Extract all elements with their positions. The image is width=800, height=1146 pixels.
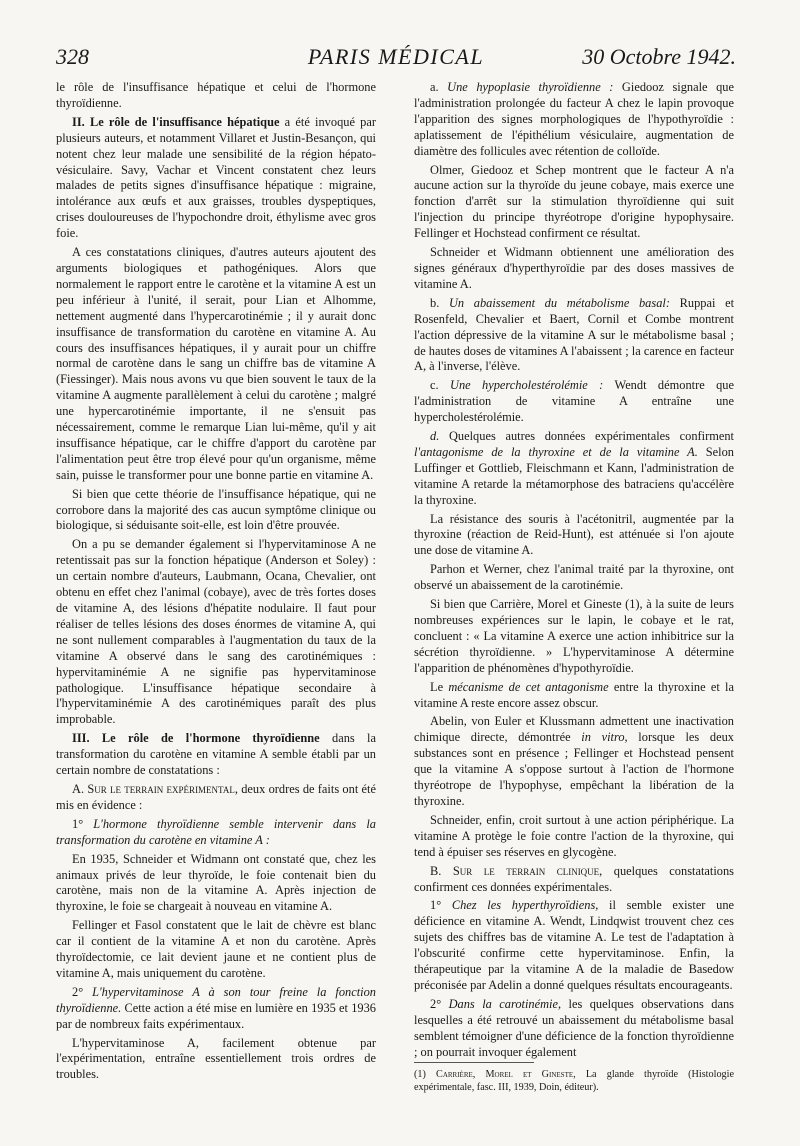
paragraph: 1° L'hormone thyroïdienne semble intervenir dans la transformation du carotène en vitamine A : [56,816,376,847]
paragraph: b. Un abaissement du métabolisme basal: Ruppai et Rosenfeld, Chevalier et Baert, Cornil et Combe montrent l'action dépressive de la vitamine A sur le métabolisme basal ; de hautes doses de vitamines A l'abaissent ; la carence en facteur A, à l'inverse, l'élève. [414,295,735,374]
issue-date: 30 Octobre 1942. [582,44,736,69]
paragraph: Schneider et Widmann obtiennent une amélioration des signes généraux d'hyperthyroïdie par des doses massives de vitamine A. [414,245,734,291]
paragraph: Si bien que cette théorie de l'insuffisance hépatique, qui ne corrobore dans la majorité des cas aucun symptôme clinique ou biologique, si séduisante soit-elle, est loin d'être prouvée. [56,486,376,533]
paragraph: La résistance des souris à l'acétonitril, augmentée par la thyroxine (réaction de Reid-Hunt), est atténuée si l'on ajoute une dose de vitamine A. [414,511,734,558]
paragraph: c. Une hypercholestérolémie : Wendt démontre que l'administration de vitamine A entraîne une hypercholestérolémie. [414,378,734,425]
paragraph: Fellinger et Fasol constatent que le lait de chèvre est blanc car il contient de la vitamine A et non du carotène. Après thyroïdectomie, ce lait devient jaune et ne contient plus de vitamine A, mais uniquement du carotène. [56,918,376,980]
section-heading: II. Le rôle de l'insuffisance hépatique [72,114,280,129]
right-column [414,80,734,1063]
paragraph: le rôle de l'insuffisance hépatique et celui de l'hormone thyroïdienne. [56,80,376,110]
subsection-label: A. Sur le terrain expérimental, [72,781,238,796]
paragraph: III. Le rôle de l'hormone thyroïdienne dans la transformation du carotène en vitamine A semble établi par un certain nombre de constatations : [56,731,376,778]
page-header [56,44,736,74]
paragraph: Si bien que Carrière, Morel et Gineste (1), à la suite de leurs nombreuses expériences sur le lapin, le cobaye et le rat, concluent : « La vitamine A exerce une action inhibitrice sur la sécrétion thyroïdienne. » L'hypervitaminose A détermine l'apparition de phénomènes d'hypothyroïdie. [414,597,734,675]
paragraph: 1° Chez les hyperthyroïdiens, il semble exister une déficience en vitamine A. Wendt, Lindqwist trouvent chez ces sujets des chiffres bas de vitamine A. Le test de l'adaptation à l'obscurité confirme cette hypervitaminose. Enfin, la thérapeutique par la vitamine A de la maladie de Basedow préconisée par Adelin a donné quelques résultats encourageants. [414,898,735,992]
paragraph: B. Sur le terrain clinique, quelques constatations confirment ces données expérimentales. [414,863,734,894]
section-heading: III. Le rôle de l'hormone thyroïdienne [72,731,320,746]
paragraph: On a pu se demander également si l'hypervitaminose A ne retentissait pas sur la fonction hépatique (Anderson et Soley) : un certain nombre d'auteurs, Laubmann, Ocana, Chevalier, ont obtenu en effet chez l'animal (cobaye), avec de très fortes doses de vitamine A, des lésions d'hépatite nodulaire. Il faut pour réaliser de telles lésions des doses énormes de vitamine A, qui ne sont nullement comparables à l'augmentation du taux de la vitamine A observé dans le sang des carotinémiques : hypervitaminémie A ne signifie pas hypervitaminose pathologique. L'insuffisance hépatique secondaire à l'hypervitaminémie A des carotinémiques paraît des plus improbable. [56,537,376,727]
paragraph: d. Quelques autres données expérimentales confirment l'antagonisme de la thyroxine et de la vitamine A. Selon Luffinger et Gottlieb, Fleischmann et Kann, l'administration de vitamine A retarde la métamorphose des batraciens qu'accélère la thyroxine. [414,429,735,507]
page-number: 328 [56,44,89,69]
subsection-label: B. Sur le terrain clinique, [430,863,603,878]
paragraph: Abelin, von Euler et Klussmann admettent une inactivation chimique directe, démontrée in vitro, lorsque les deux substances sont en présence ; Fellinger et Hochstead pensent que la vitamine A s'oppose surtout à l'action de l'hormone thyréotrope de l'hypophyse, empêchant la libération de la thyroxine. [414,714,734,808]
paragraph: A ces constatations cliniques, d'autres auteurs ajoutent des arguments biologiques et pathogéniques. Alors que normalement le rapport entre le carotène et la vitamine A est un peu inférieur à l'unité, il serait, pour Lian et Alhomme, nettement augmenté dans l'hypercarotinémie ; il y aurait donc insuffisance de transformation du carotène en vitamine A. Au cours des insuffisances hépatiques, il y aurait pour un chiffre normal de carotène dans le sang un chiffre bas de vitamine A (Fiessinger). Mais nous avons vu que bien souvent le taux de la vitamine A augmente parallèlement à celui du carotène ; malgré une hypercarotinémie importante, il ne s'ensuit pas nécessairement, comme le remarque Lian lui-même, qu'il y ait insuffisance hépatique, car le chiffre d'apport du carotène par l'alimentation peut être trop élevé pour qu'un organisme, même sain, puisse le transformer pour une bonne partie en vitamine A. [56,245,376,482]
paragraph: Le mécanisme de cet antagonisme entre la thyroxine et la vitamine A reste encore assez obscur. [414,679,734,710]
paragraph: L'hypervitaminose A, facilement obtenue par l'expérimentation, entraîne essentiellement trois ordres de troubles. [56,1035,376,1082]
footnote-divider [414,1062,534,1063]
paragraph: Olmer, Giedooz et Schep montrent que le facteur A n'a aucune action sur la thyroïde du jeune cobaye, mais exerce une fonction d'arrêt sur la stimulation thyroïdienne qui suit l'injection du principe thyréotrope d'origine hypophysaire. Fellinger et Hochstead confirment ce résultat. [414,162,734,241]
paragraph: En 1935, Schneider et Widmann ont constaté que, chez les animaux privés de leur thyroïde, le foie contenait bien du carotène, mais non de la vitamine A. Après injection de thyroxine, le foie se chargeait à nouveau en vitamine A. [56,851,376,914]
footnote: (1) Carrière, Morel et Gineste, La glande thyroïde (Histologie expérimentale, fasc. III, 1939, Doin, éditeur). [414,1069,734,1093]
paragraph: a. Une hypoplasie thyroïdienne : Giedooz signale que l'administration prolongée du facteur A chez le lapin provoque l'apparition des signes morphologiques de l'hypothyroïdie : aplatissement de l'épithélium vésiculaire, augmentation de diamètre des follicules avec rétention de colloïde. [414,80,734,158]
paragraph: 2° L'hypervitaminose A à son tour freine la fonction thyroïdienne. Cette action a été mise en lumière en 1935 et 1936 par de nombreux faits expérimentaux. [56,984,376,1031]
left-column [56,80,376,1086]
paragraph: II. Le rôle de l'insuffisance hépatique a été invoqué par plusieurs auteurs, et notamment Villaret et Justin-Besançon, qui notent chez leur malade une sensibilité de la région hépato-vésiculaire. Savy, Vachar et Vincent constatent chez leurs malades de petits signes d'insuffisance hépatique : migraine, intolérance aux œufs et aux graisses, troubles dyspeptiques, crises douloureuses de l'hypochondre droit, éthylisme avec gros foie. [56,114,376,241]
paragraph: Parhon et Werner, chez l'animal traité par la thyroxine, ont observé un abaissement de la carotinémie. [414,562,734,593]
journal-title: PARIS MÉDICAL [307,44,485,69]
paragraph: 2° Dans la carotinémie, les quelques observations dans lesquelles a été retrouvé un abaissement du métabolisme basal semblent témoigner d'une déficience de la fonction thyroïdienne ; on pourrait invoquer également [414,996,734,1059]
paragraph: A. Sur le terrain expérimental, deux ordres de faits ont été mis en évidence : [56,781,376,812]
paragraph: Schneider, enfin, croit surtout à une action périphérique. La vitamine A protège le foie contre l'action de la thyroxine, qui tend à épuiser ses réserves en glycogène. [414,812,734,859]
